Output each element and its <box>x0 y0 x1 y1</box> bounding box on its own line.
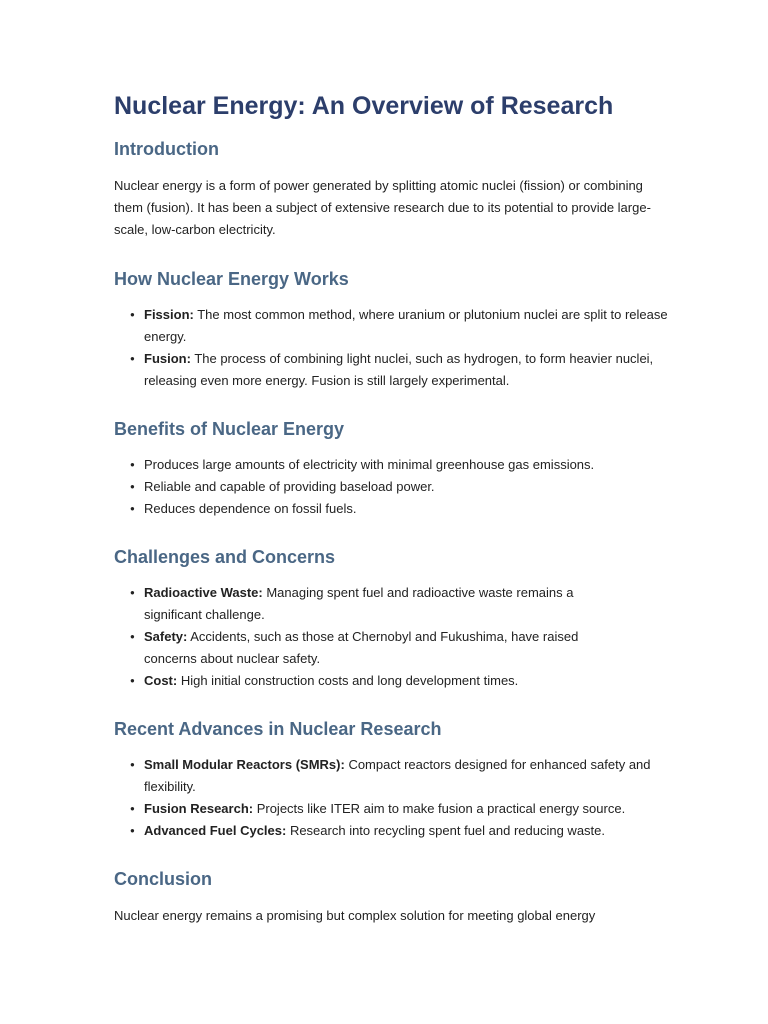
section-heading-benefits: Benefits of Nuclear Energy <box>114 419 345 439</box>
list-item-text: Research into recycling spent fuel and reducing waste. <box>286 823 606 838</box>
list-item-term: Small Modular Reactors (SMRs): <box>144 757 345 772</box>
list-item-text: Produces large amounts of electricity with minimal greenhouse gas emissions. <box>144 457 595 472</box>
list-item <box>130 348 674 392</box>
bullet-icon: ● <box>130 632 135 641</box>
section-heading-conclusion: Conclusion <box>114 869 212 889</box>
list-item <box>130 304 674 348</box>
page-title: Nuclear Energy: An Overview of Research <box>114 92 614 120</box>
conclusion-paragraph: Nuclear energy remains a promising but complex solution for meeting global energy <box>114 908 596 923</box>
list-item <box>130 454 674 476</box>
section-heading-recent-advances: Recent Advances in Nuclear Research <box>114 719 442 739</box>
list-item <box>130 582 624 626</box>
list-item <box>130 820 674 842</box>
list-item <box>130 476 674 498</box>
list-item-text: The most common method, where uranium or plutonium nuclei are split to release energy. <box>144 307 668 344</box>
section-heading-how-it-works: How Nuclear Energy Works <box>114 269 349 289</box>
bullet-icon: ● <box>130 760 135 769</box>
benefits-list <box>114 454 674 520</box>
list-item <box>130 798 674 820</box>
section-heading-challenges: Challenges and Concerns <box>114 547 336 567</box>
list-item-text: Reliable and capable of providing baseload power. <box>144 479 435 494</box>
list-item-text: Compact reactors designed for enhanced safety and flexibility. <box>144 757 651 794</box>
document-page <box>114 86 674 927</box>
recent-advances-list <box>114 754 674 842</box>
bullet-icon: ● <box>130 588 135 597</box>
section-heading-introduction: Introduction <box>114 139 219 159</box>
list-item <box>130 670 624 692</box>
bullet-icon: ● <box>130 310 135 319</box>
bullet-icon: ● <box>130 804 135 813</box>
list-item-term: Radioactive Waste: <box>144 585 263 600</box>
list-item-text: Reduces dependence on fossil fuels. <box>144 501 357 516</box>
list-item-term: Fusion: <box>144 351 191 366</box>
bullet-icon: ● <box>130 676 135 685</box>
list-item-term: Fusion Research: <box>144 801 254 816</box>
list-item-text: Managing spent fuel and radioactive waste remains a significant challenge. <box>144 585 574 622</box>
challenges-list <box>114 582 624 692</box>
bullet-icon: ● <box>130 504 135 513</box>
list-item-term: Advanced Fuel Cycles: <box>144 823 287 838</box>
bullet-icon: ● <box>130 354 135 363</box>
list-item <box>130 626 624 670</box>
list-item-term: Fission: <box>144 307 194 322</box>
list-item-term: Cost: <box>144 673 178 688</box>
list-item-text: High initial construction costs and long development times. <box>177 673 519 688</box>
list-item-text: The process of combining light nuclei, such as hydrogen, to form heavier nuclei, releasing even more energy. Fusion is still largely experimental. <box>144 351 654 388</box>
bullet-icon: ● <box>130 826 135 835</box>
how-it-works-list <box>114 304 674 392</box>
list-item-text: Projects like ITER aim to make fusion a practical energy source. <box>253 801 626 816</box>
list-item-text: Accidents, such as those at Chernobyl and Fukushima, have raised concerns about nuclear safety. <box>144 629 579 666</box>
introduction-paragraph: Nuclear energy is a form of power generated by splitting atomic nuclei (fission) or combining them (fusion). It has been a subject of extensive research due to its potential to provide large-scale, low-carbon electricity. <box>114 178 651 237</box>
bullet-icon: ● <box>130 460 135 469</box>
bullet-icon: ● <box>130 482 135 491</box>
list-item <box>130 498 674 520</box>
list-item-term: Safety: <box>144 629 188 644</box>
list-item <box>130 754 674 798</box>
